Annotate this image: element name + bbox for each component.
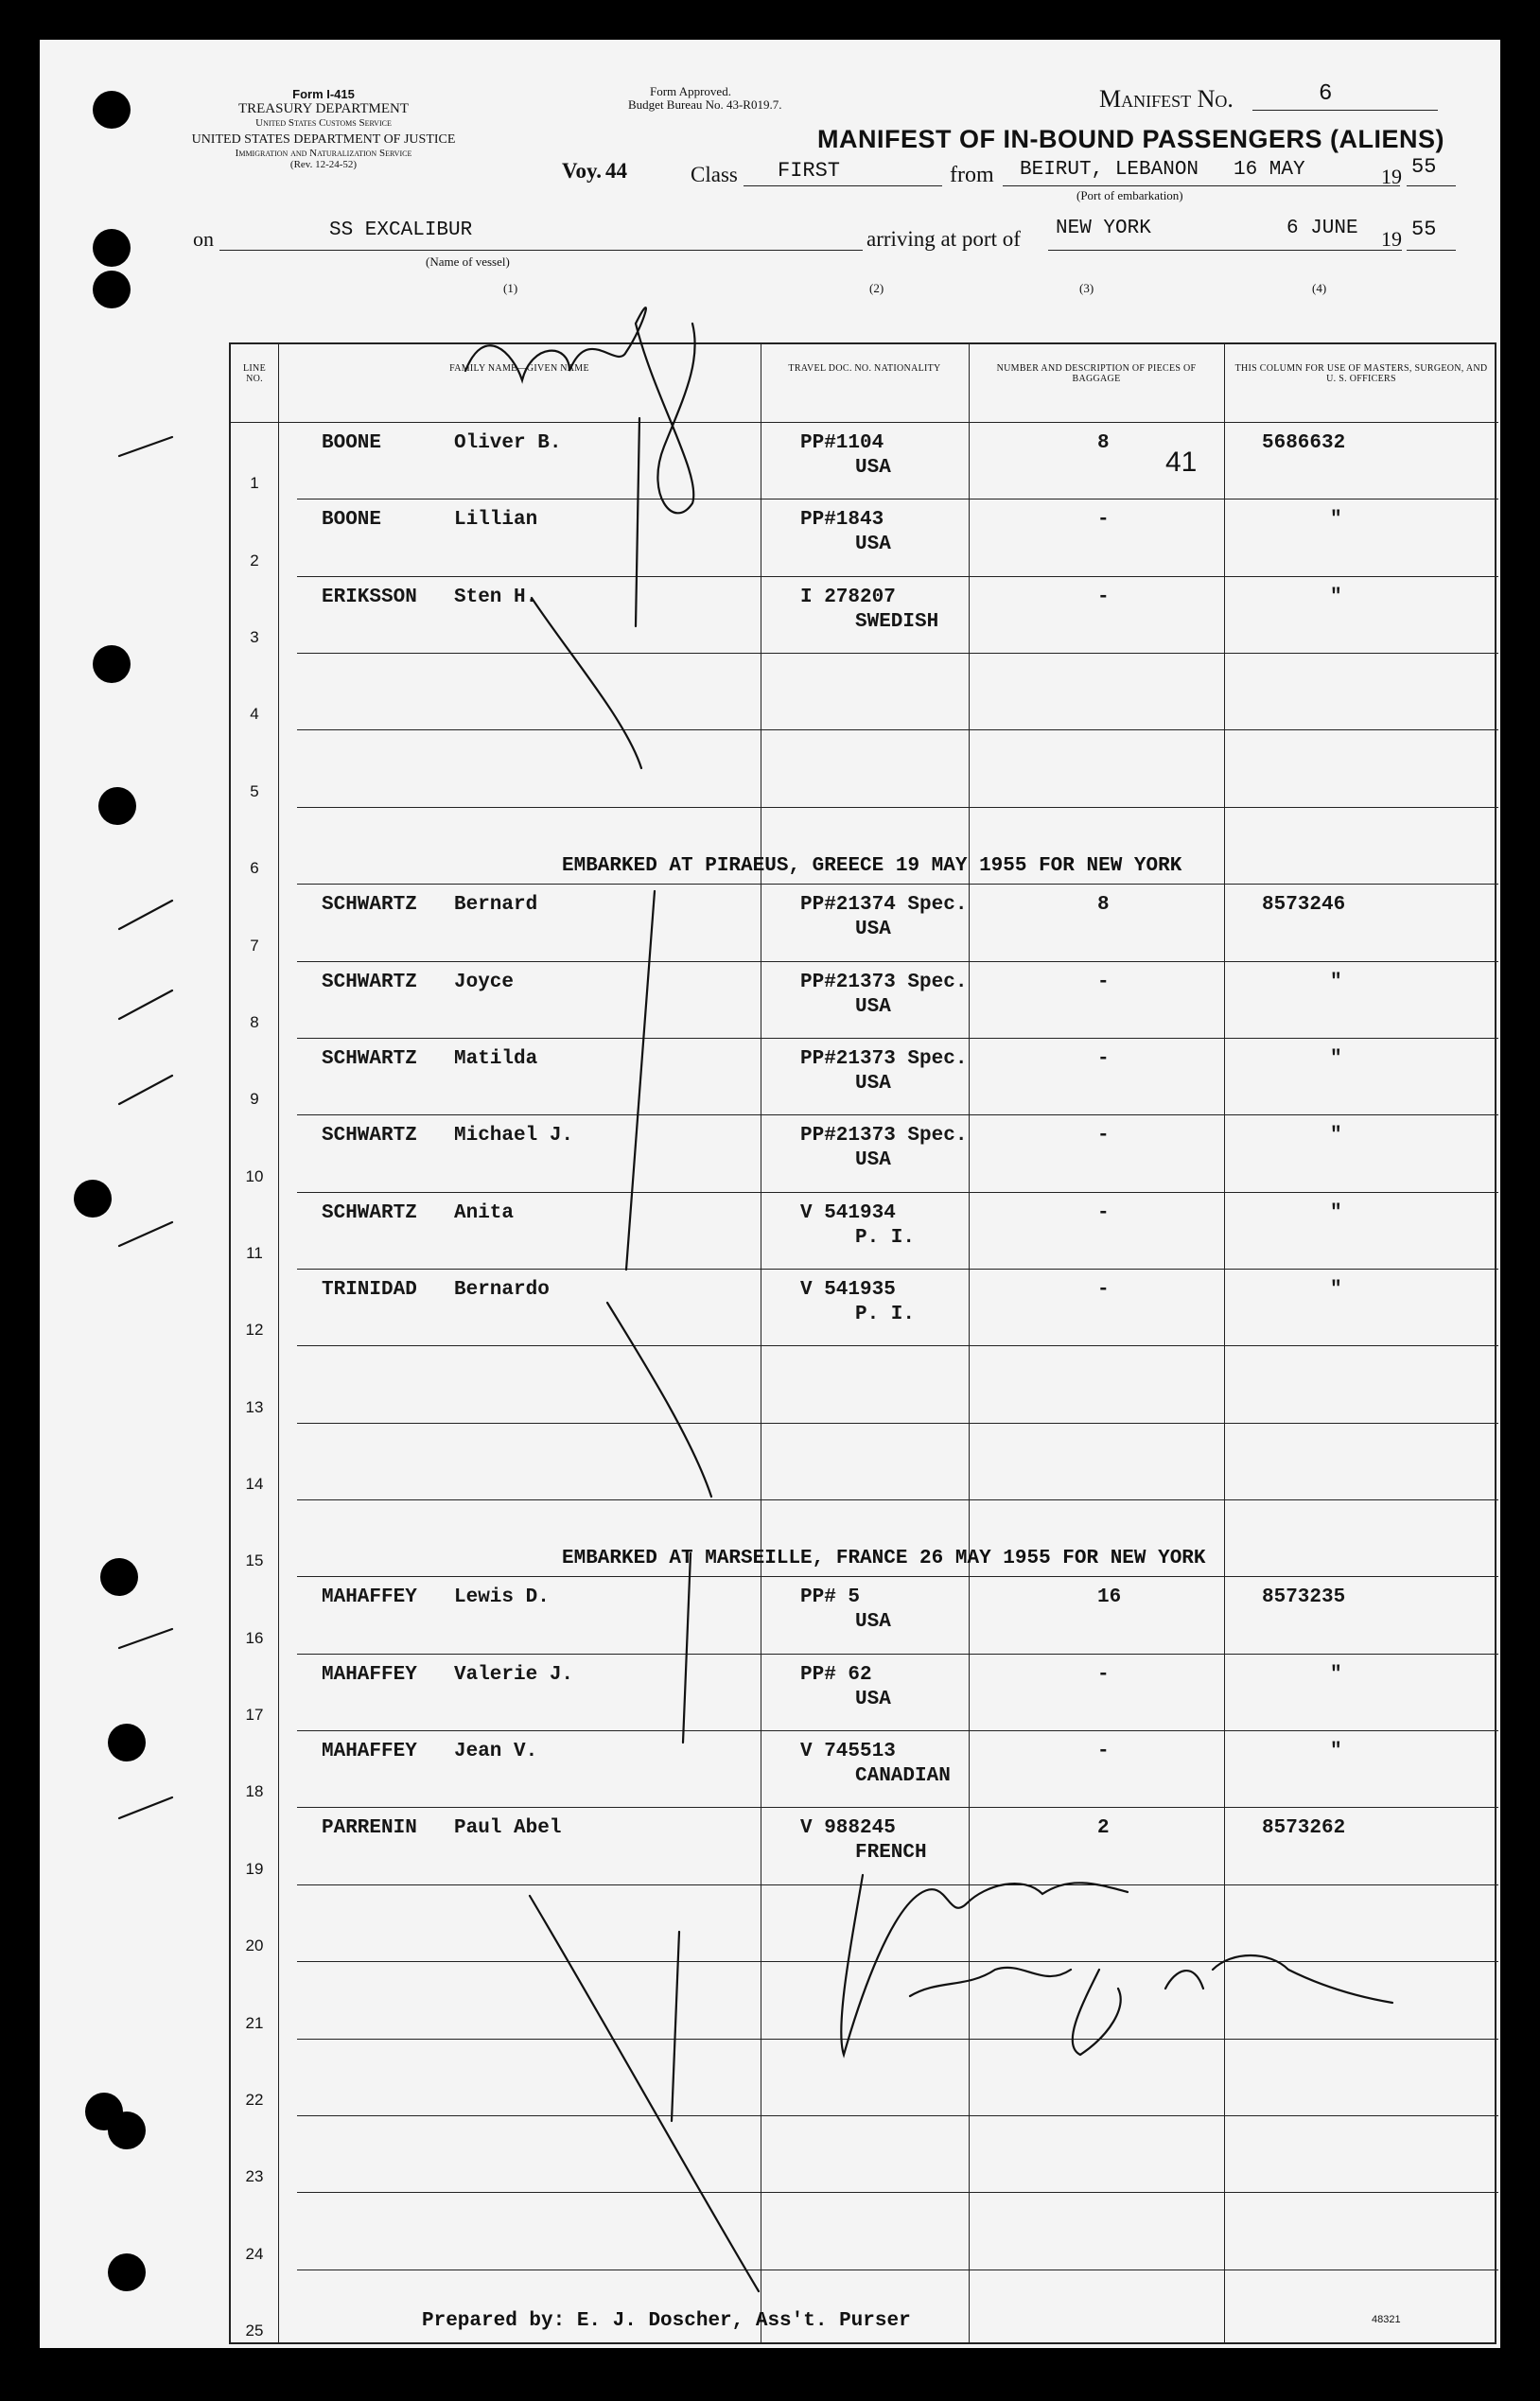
baggage-count: - bbox=[1097, 1741, 1110, 1763]
arrival-year: 55 bbox=[1411, 218, 1437, 241]
nationality: USA bbox=[855, 1072, 891, 1095]
signature-scribble bbox=[465, 307, 695, 513]
given-name: Lillian bbox=[454, 509, 538, 532]
travel-doc-number: PP#21373 Spec. bbox=[800, 1125, 968, 1148]
pen-stroke bbox=[636, 418, 639, 626]
class-label: Class bbox=[691, 163, 738, 186]
arrival-port: NEW YORK bbox=[1056, 218, 1151, 239]
embarkation-note: EMBARKED AT PIRAEUS, GREECE 19 MAY 1955 FOR NEW YORK bbox=[562, 855, 1182, 878]
col-num-2: (2) bbox=[869, 281, 884, 295]
tick-mark bbox=[119, 1629, 172, 1648]
customs-service: United States Customs Service bbox=[255, 117, 392, 129]
line-number: 10 bbox=[245, 1166, 264, 1185]
form-approved: Form Approved. bbox=[650, 84, 731, 98]
family-name: SCHWARTZ bbox=[322, 1201, 417, 1224]
line-number: 17 bbox=[245, 1706, 264, 1725]
voy-number: 44 bbox=[605, 159, 627, 183]
col-num-3: (3) bbox=[1079, 281, 1094, 295]
family-name: MAHAFFEY bbox=[322, 1663, 417, 1686]
class-value: FIRST bbox=[778, 159, 841, 183]
pen-stroke bbox=[683, 1553, 691, 1743]
pen-stroke bbox=[672, 1932, 679, 2121]
year-prefix: 19 bbox=[1381, 165, 1402, 188]
nationality: CANADIAN bbox=[855, 1765, 951, 1788]
year-prefix-2: 19 bbox=[1381, 227, 1402, 251]
pen-stroke bbox=[607, 1303, 711, 1497]
pen-marks bbox=[40, 40, 1500, 2348]
line-number: 4 bbox=[250, 705, 259, 724]
column-header-name: FAMILY NAME—GIVEN NAME bbox=[449, 363, 589, 374]
baggage-count: 8 bbox=[1097, 432, 1110, 454]
tick-mark bbox=[119, 1222, 172, 1246]
officer-reference: " bbox=[1330, 1047, 1342, 1070]
pen-stroke bbox=[530, 1896, 759, 2291]
arrival-date: 6 JUNE bbox=[1286, 218, 1358, 239]
line-number: 8 bbox=[250, 1012, 259, 1031]
family-name: SCHWARTZ bbox=[322, 971, 417, 993]
family-name: SCHWARTZ bbox=[322, 894, 417, 917]
baggage-count: - bbox=[1097, 1047, 1110, 1070]
budget-bureau: Budget Bureau No. 43-R019.7. bbox=[628, 97, 782, 112]
officer-reference: " bbox=[1330, 1201, 1342, 1224]
given-name: Oliver B. bbox=[454, 432, 562, 454]
manifest-label: Manifest No. bbox=[1099, 85, 1234, 113]
page-title: MANIFEST OF IN-BOUND PASSENGERS (ALIENS) bbox=[817, 125, 1445, 153]
nationality: P. I. bbox=[855, 1226, 916, 1249]
family-name: MAHAFFEY bbox=[322, 1586, 417, 1609]
justice-dept: UNITED STATES DEPARTMENT OF JUSTICE bbox=[191, 132, 456, 147]
line-number: 9 bbox=[250, 1090, 259, 1109]
travel-doc-number: PP# 5 bbox=[800, 1586, 861, 1609]
line-number: 1 bbox=[250, 474, 259, 493]
travel-doc-number: PP#21373 Spec. bbox=[800, 971, 968, 993]
officer-reference: " bbox=[1330, 509, 1342, 532]
nationality: FRENCH bbox=[855, 1842, 927, 1865]
line-number: 6 bbox=[250, 859, 259, 878]
travel-doc-number: V 745513 bbox=[800, 1741, 896, 1763]
travel-doc-number: PP# 62 bbox=[800, 1663, 872, 1686]
family-name: TRINIDAD bbox=[322, 1278, 417, 1301]
col-num-1: (1) bbox=[503, 281, 518, 295]
column-header-travel-doc: TRAVEL DOC. NO. NATIONALITY bbox=[788, 363, 941, 374]
line-number: 13 bbox=[245, 1397, 264, 1416]
officer-reference: 8573235 bbox=[1262, 1586, 1346, 1609]
line-number: 21 bbox=[245, 2013, 264, 2032]
tick-mark bbox=[119, 1797, 172, 1818]
given-name: Lewis D. bbox=[454, 1586, 550, 1609]
line-number: 12 bbox=[245, 1321, 264, 1340]
tick-mark bbox=[119, 990, 172, 1019]
officer-reference: " bbox=[1330, 1278, 1342, 1301]
from-label: from bbox=[950, 163, 994, 187]
manifest-sheet bbox=[40, 40, 1500, 2348]
baggage-count: - bbox=[1097, 1201, 1110, 1224]
nationality: USA bbox=[855, 1688, 891, 1710]
port-caption: (Port of embarkation) bbox=[1076, 188, 1183, 202]
nationality: P. I. bbox=[855, 1303, 916, 1325]
serial-number: 48321 bbox=[1372, 2314, 1401, 2325]
family-name: BOONE bbox=[322, 432, 382, 454]
given-name: Matilda bbox=[454, 1047, 538, 1070]
arriving-label: arriving at port of bbox=[866, 227, 1021, 251]
nationality: USA bbox=[855, 995, 891, 1018]
officer-reference: " bbox=[1330, 1741, 1342, 1763]
tick-mark bbox=[119, 437, 172, 456]
travel-doc-number: I 278207 bbox=[800, 586, 896, 608]
family-name: SCHWARTZ bbox=[322, 1047, 417, 1070]
line-number: 16 bbox=[245, 1628, 264, 1647]
manifest-number: 6 bbox=[1319, 81, 1333, 107]
travel-doc-number: V 541934 bbox=[800, 1201, 896, 1224]
baggage-count: - bbox=[1097, 509, 1110, 532]
given-name: Jean V. bbox=[454, 1741, 538, 1763]
given-name: Valerie J. bbox=[454, 1663, 574, 1686]
line-number: 22 bbox=[245, 2090, 264, 2109]
baggage-count: 8 bbox=[1097, 894, 1110, 917]
line-number: 11 bbox=[246, 1243, 263, 1262]
column-header-baggage: NUMBER AND DESCRIPTION OF PIECES OF BAGGAGE bbox=[996, 363, 1197, 384]
tick-mark bbox=[119, 901, 172, 929]
nationality: USA bbox=[855, 1611, 891, 1634]
line-number: 25 bbox=[245, 2322, 264, 2340]
embarkation-note: EMBARKED AT MARSEILLE, FRANCE 26 MAY 1955 FOR NEW YORK bbox=[562, 1548, 1206, 1570]
vessel-caption: (Name of vessel) bbox=[426, 254, 510, 269]
travel-doc-number: V 541935 bbox=[800, 1278, 896, 1301]
baggage-total-annotation: 41 bbox=[1165, 447, 1198, 478]
nationality: USA bbox=[855, 919, 891, 941]
family-name: MAHAFFEY bbox=[322, 1741, 417, 1763]
line-number: 23 bbox=[245, 2167, 264, 2186]
baggage-count: - bbox=[1097, 971, 1110, 993]
baggage-count: 2 bbox=[1097, 1817, 1110, 1840]
from-port: BEIRUT, LEBANON bbox=[1020, 159, 1199, 181]
line-number: 24 bbox=[245, 2244, 264, 2263]
officer-reference: " bbox=[1330, 1125, 1342, 1148]
line-number: 20 bbox=[245, 1937, 264, 1955]
officer-reference: 8573262 bbox=[1262, 1817, 1346, 1840]
nationality: USA bbox=[855, 1149, 891, 1172]
nationality: USA bbox=[855, 534, 891, 556]
col-num-4: (4) bbox=[1312, 281, 1327, 295]
family-name: ERIKSSON bbox=[322, 586, 417, 608]
officer-reference: 5686632 bbox=[1262, 432, 1346, 454]
line-number: 18 bbox=[245, 1782, 264, 1801]
given-name: Bernardo bbox=[454, 1278, 550, 1301]
given-name: Joyce bbox=[454, 971, 515, 993]
voy-label: Voy. bbox=[562, 159, 602, 183]
officer-reference: 8573246 bbox=[1262, 894, 1346, 917]
nationality: SWEDISH bbox=[855, 610, 939, 633]
line-number: 5 bbox=[250, 781, 259, 800]
from-year: 55 bbox=[1411, 155, 1437, 179]
officer-reference: " bbox=[1330, 971, 1342, 993]
given-name: Paul Abel bbox=[454, 1817, 562, 1840]
family-name: BOONE bbox=[322, 509, 382, 532]
ins-service: Immigration and Naturalization Service bbox=[235, 148, 412, 159]
closing-signature bbox=[841, 1875, 1392, 2055]
given-name: Michael J. bbox=[454, 1125, 574, 1148]
travel-doc-number: PP#21374 Spec. bbox=[800, 894, 968, 917]
on-label: on bbox=[193, 227, 214, 251]
column-header-line-no: LINE NO. bbox=[243, 363, 266, 384]
baggage-count: - bbox=[1097, 1663, 1110, 1686]
line-number: 7 bbox=[250, 936, 259, 955]
column-header-officers: THIS COLUMN FOR USE OF MASTERS, SURGEON, AND U. S. OFFICERS bbox=[1234, 363, 1488, 384]
family-name: PARRENIN bbox=[322, 1817, 417, 1840]
tick-mark bbox=[119, 1076, 172, 1104]
baggage-count: 16 bbox=[1097, 1586, 1122, 1609]
treasury-dept: TREASURY DEPARTMENT bbox=[237, 101, 410, 116]
line-number: 15 bbox=[245, 1551, 264, 1570]
baggage-count: - bbox=[1097, 1278, 1110, 1301]
pen-stroke bbox=[532, 598, 641, 768]
officer-reference: " bbox=[1330, 1663, 1342, 1686]
travel-doc-number: V 988245 bbox=[800, 1817, 896, 1840]
baggage-count: - bbox=[1097, 586, 1110, 608]
line-number: 3 bbox=[250, 628, 259, 647]
officer-reference: " bbox=[1330, 586, 1342, 608]
from-date: 16 MAY bbox=[1234, 159, 1305, 181]
pen-stroke bbox=[626, 891, 655, 1270]
line-number: 2 bbox=[250, 551, 259, 570]
form-number: Form I-415 bbox=[292, 87, 355, 101]
nationality: USA bbox=[855, 457, 891, 479]
given-name: Sten H. bbox=[454, 586, 538, 608]
line-number: 19 bbox=[245, 1859, 264, 1878]
travel-doc-number: PP#1843 bbox=[800, 509, 884, 532]
prepared-by: Prepared by: E. J. Doscher, Ass't. Purser bbox=[422, 2310, 911, 2332]
line-number: 14 bbox=[245, 1475, 264, 1494]
travel-doc-number: PP#21373 Spec. bbox=[800, 1047, 968, 1070]
baggage-count: - bbox=[1097, 1125, 1110, 1148]
given-name: Anita bbox=[454, 1201, 515, 1224]
revision-date: (Rev. 12-24-52) bbox=[289, 159, 358, 170]
vessel-name: SS EXCALIBUR bbox=[329, 219, 473, 241]
family-name: SCHWARTZ bbox=[322, 1125, 417, 1148]
travel-doc-number: PP#1104 bbox=[800, 432, 884, 454]
given-name: Bernard bbox=[454, 894, 538, 917]
